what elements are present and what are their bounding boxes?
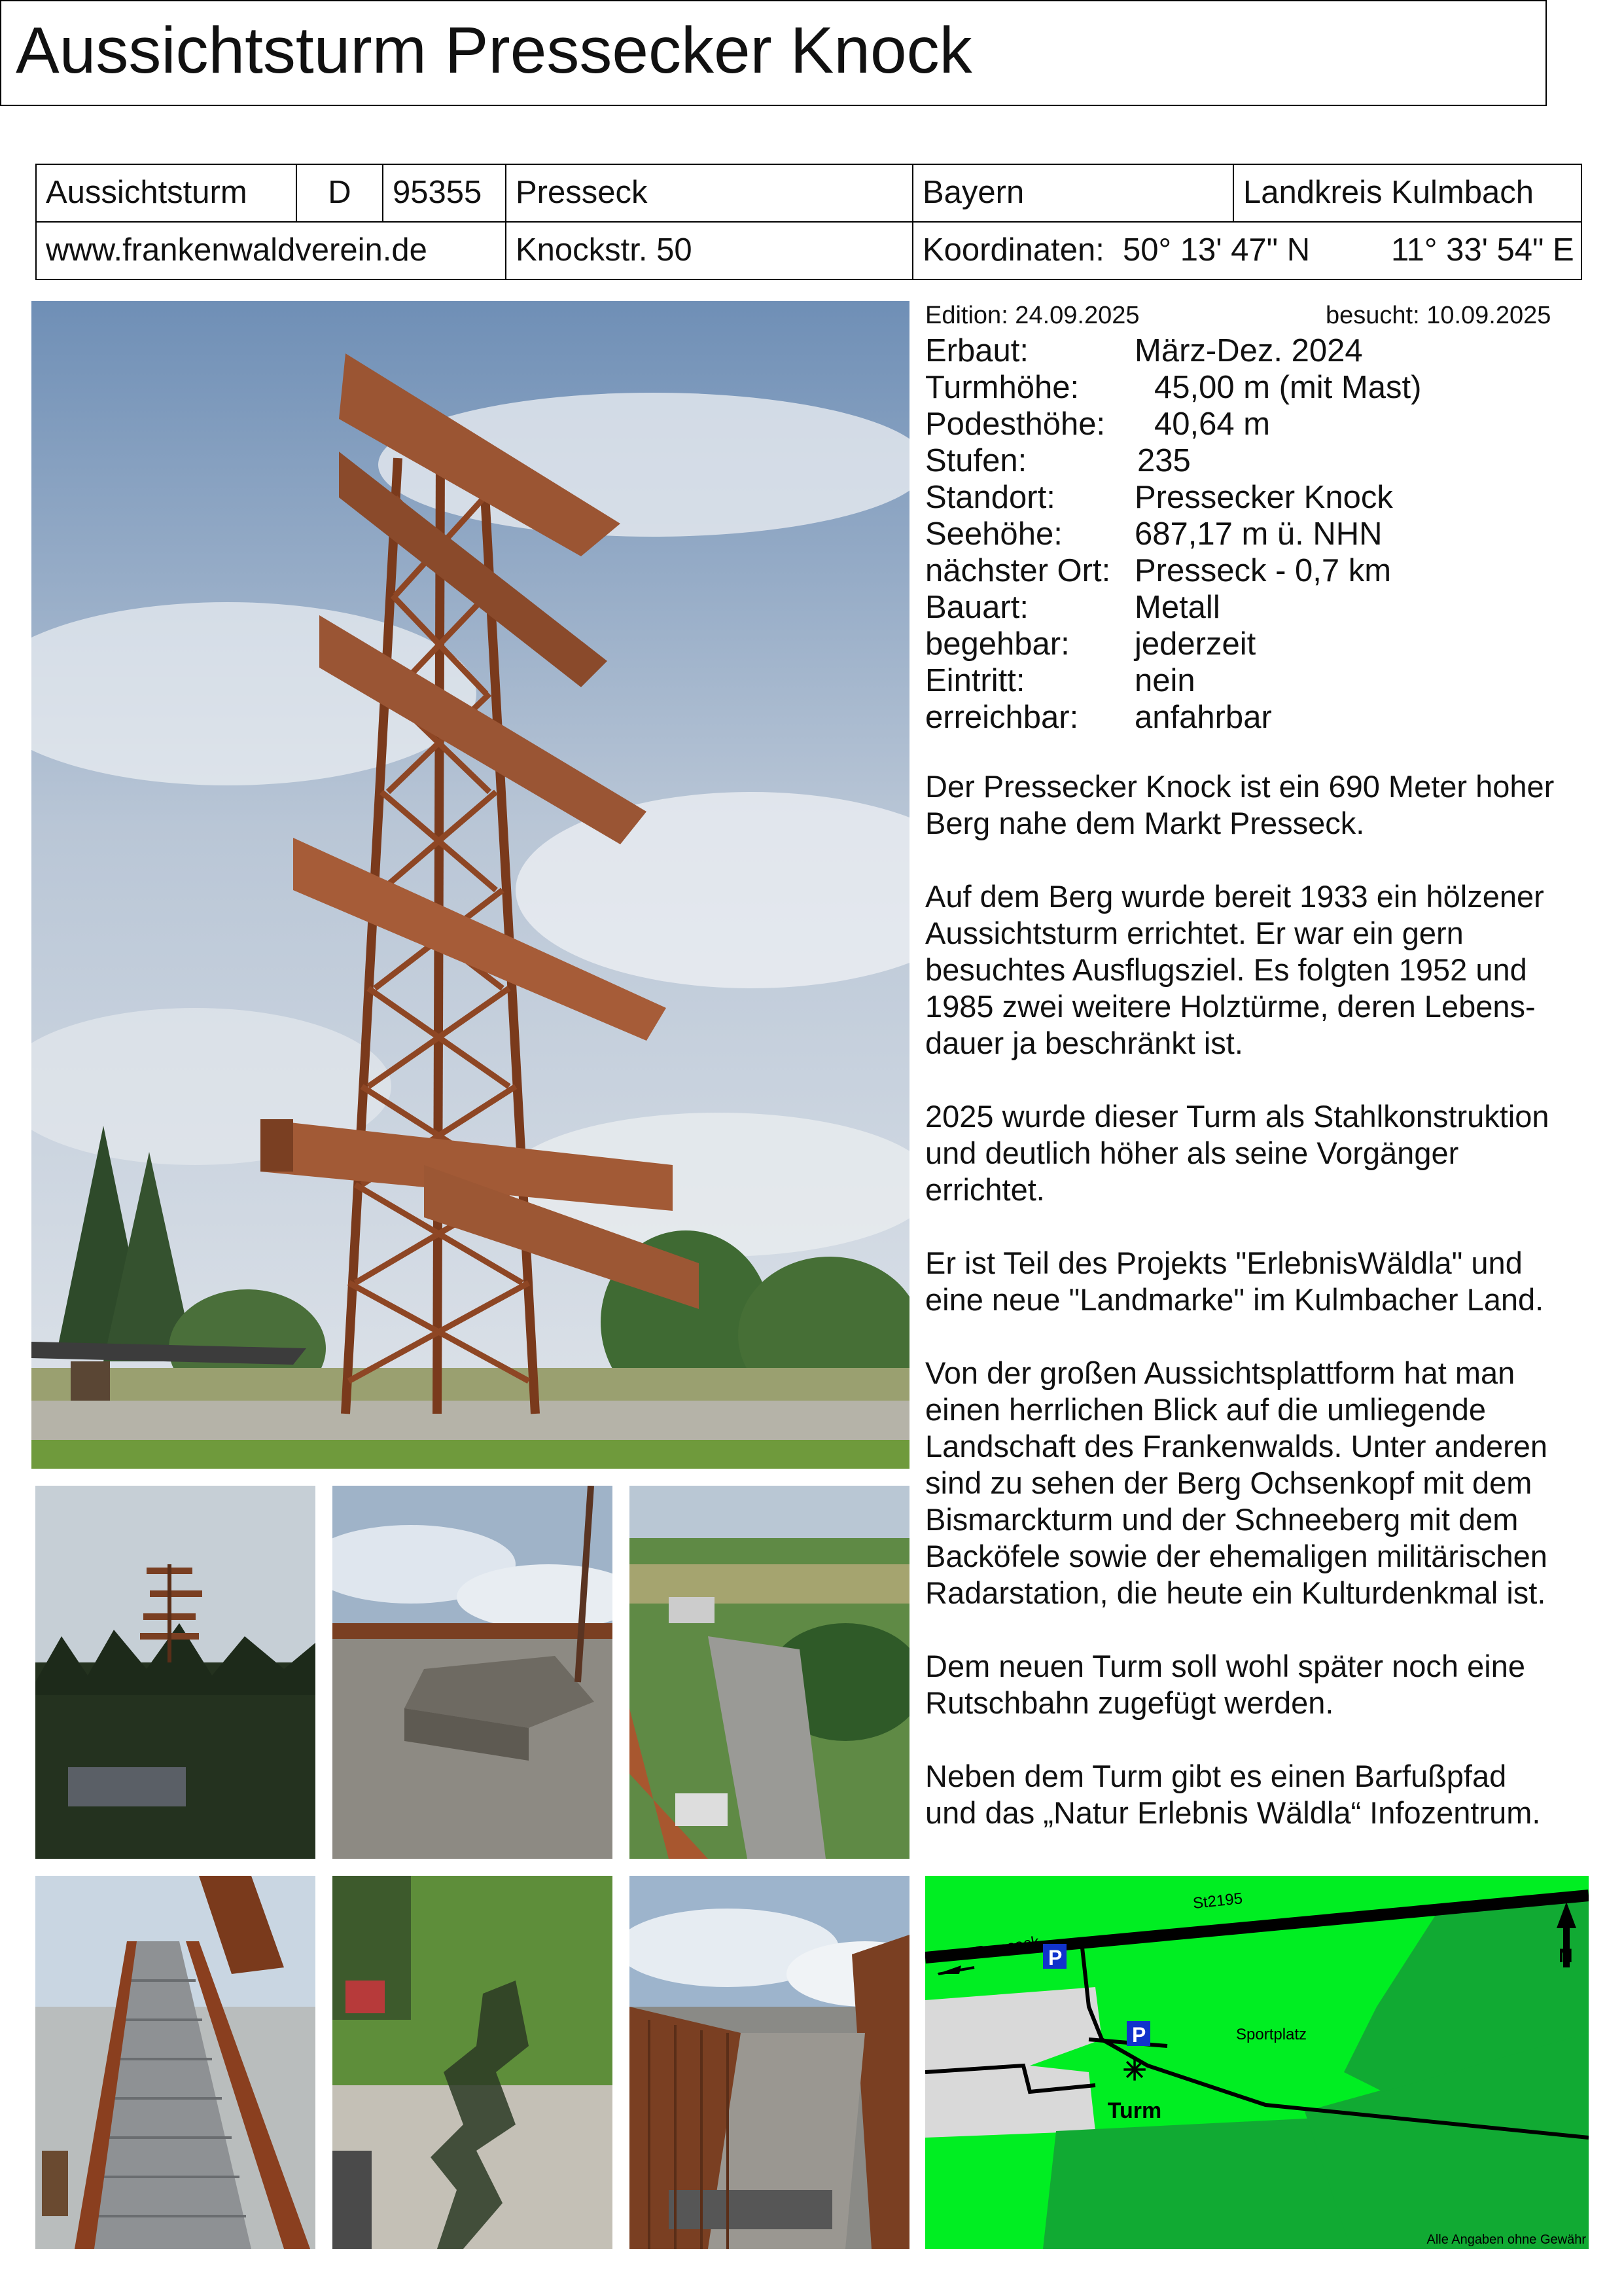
- photo-platform-top: [332, 1486, 612, 1859]
- coords-lat: 50° 13' 47" N: [1123, 232, 1311, 268]
- paragraph-line: und das „Natur Erlebnis Wäldla“ Infozentrum.: [925, 1795, 1541, 1830]
- fact-value: 45,00 m (mit Mast): [1154, 370, 1422, 405]
- paragraph: [925, 1245, 1606, 1318]
- fact-label: Turmhöhe:: [925, 370, 1080, 405]
- photo-tower-distance: [35, 1486, 315, 1859]
- map-disclaimer: Alle Angaben ohne Gewähr: [1426, 2233, 1586, 2247]
- paragraph: [925, 1098, 1606, 1208]
- fact-value: Presseck - 0,7 km: [1135, 553, 1392, 588]
- map-parking-1: P: [1048, 1946, 1063, 1969]
- paragraph: [925, 878, 1606, 1062]
- paragraph-line: Auf dem Berg wurde bereit 1933 ein hölzener: [925, 879, 1544, 914]
- fact-label: Eintritt:: [925, 663, 1025, 698]
- paragraph-line: einen herrlichen Blick auf die umliegende: [925, 1392, 1486, 1427]
- cell-type: Aussichtsturm: [35, 164, 297, 223]
- paragraph-line: besuchtes Ausflugsziel. Es folgten 1952 und: [925, 952, 1527, 987]
- map-sportplatz: Sportplatz: [1236, 2026, 1307, 2043]
- paragraph: [925, 1648, 1606, 1721]
- fact-value: nein: [1135, 663, 1195, 698]
- paragraph: [925, 1758, 1606, 1831]
- paragraph-line: Radarstation, die heute ein Kulturdenkmal ist.: [925, 1575, 1546, 1610]
- paragraph-line: Der Pressecker Knock ist ein 690 Meter hoher: [925, 769, 1555, 804]
- fact-value: 40,64 m: [1154, 406, 1271, 442]
- photo-shadow: [332, 1876, 612, 2249]
- main-photo-tower: [31, 301, 909, 1469]
- paragraph-line: 2025 wurde dieser Turm als Stahlkonstruktion: [925, 1099, 1549, 1134]
- fact-label: Bauart:: [925, 590, 1029, 625]
- paragraph-line: Rutschbahn zugefügt werden.: [925, 1685, 1334, 1720]
- fact-value: jederzeit: [1135, 626, 1256, 662]
- fact-label: Erbaut:: [925, 333, 1029, 368]
- fact-label: Seehöhe:: [925, 516, 1063, 552]
- paragraph: [925, 768, 1606, 842]
- paragraph-line: sind zu sehen der Berg Ochsenkopf mit dem: [925, 1465, 1532, 1500]
- coords-lon: 11° 33' 54" E: [1391, 232, 1574, 268]
- paragraph-line: dauer ja beschränkt ist.: [925, 1026, 1243, 1060]
- paragraph-line: eine neue "Landmarke" im Kulmbacher Land.: [925, 1282, 1544, 1317]
- title-box: [0, 0, 1547, 106]
- map-tower: Turm: [1107, 2098, 1162, 2123]
- fact-value: 235: [1137, 443, 1191, 478]
- paragraph-line: Neben dem Turm gibt es einen Barfußpfad: [925, 1759, 1507, 1793]
- paragraph-line: Backöfele sowie der ehemaligen militärischen: [925, 1539, 1547, 1573]
- cell-coordinates: [912, 221, 1582, 280]
- paragraph-line: Berg nahe dem Markt Presseck.: [925, 806, 1365, 840]
- fact-label: begehbar:: [925, 626, 1070, 662]
- paragraph-line: Dem neuen Turm soll wohl später noch eine: [925, 1649, 1525, 1683]
- photo-view-parking: [629, 1486, 909, 1859]
- paragraph-line: und deutlich höher als seine Vorgänger: [925, 1136, 1459, 1170]
- edition-date: Edition: 24.09.2025: [925, 302, 1140, 329]
- paragraph-line: errichtet.: [925, 1172, 1045, 1207]
- fact-label: Stufen:: [925, 443, 1027, 478]
- map-north: N: [1559, 1945, 1573, 1967]
- map-road-town: Presseck: [974, 1933, 1041, 1962]
- paragraph-line: Von der großen Aussichtsplattform hat man: [925, 1355, 1515, 1390]
- photo-walkway: [629, 1876, 909, 2249]
- fact-value: anfahrbar: [1135, 700, 1272, 735]
- fact-value: März-Dez. 2024: [1135, 333, 1363, 368]
- website-link[interactable]: www.frankenwaldverein.de: [35, 221, 506, 280]
- cell-town: Presseck: [505, 164, 913, 223]
- cell-state: Bayern: [912, 164, 1234, 223]
- paragraph: [925, 1355, 1606, 1611]
- svg-text:✳: ✳: [1122, 2054, 1147, 2087]
- fact-label: erreichbar:: [925, 700, 1079, 735]
- fact-label: Standort:: [925, 480, 1055, 515]
- location-map: [925, 1876, 1589, 2249]
- paragraph-line: Er ist Teil des Projekts "ErlebnisWäldla" und: [925, 1246, 1523, 1280]
- paragraph-line: 1985 zwei weitere Holztürme, deren Lebens-: [925, 989, 1536, 1024]
- paragraph-line: Landschaft des Frankenwalds. Unter anderen: [925, 1429, 1548, 1463]
- coords-label: Koordinaten:: [923, 232, 1104, 268]
- fact-label: nächster Ort:: [925, 553, 1111, 588]
- fact-label: Podesthöhe:: [925, 406, 1106, 442]
- fact-value: Metall: [1135, 590, 1220, 625]
- photo-stairs: [35, 1876, 315, 2249]
- map-parking-2: P: [1132, 2023, 1146, 2047]
- paragraph-line: Bismarckturm und der Schneeberg mit dem: [925, 1502, 1519, 1537]
- cell-country: D: [296, 164, 383, 223]
- fact-value: 687,17 m ü. NHN: [1135, 516, 1383, 552]
- page-title: Aussichtsturm Pressecker Knock: [16, 14, 972, 87]
- cell-address: Knockstr. 50: [505, 221, 913, 280]
- cell-zip: 95355: [382, 164, 506, 223]
- visited-date: besucht: 10.09.2025: [1326, 302, 1551, 329]
- cell-district: Landkreis Kulmbach: [1233, 164, 1582, 223]
- fact-value: Pressecker Knock: [1135, 480, 1393, 515]
- map-road-name: St2195: [1192, 1890, 1244, 1912]
- paragraph-line: Aussichtsturm errichtet. Er war ein gern: [925, 916, 1464, 950]
